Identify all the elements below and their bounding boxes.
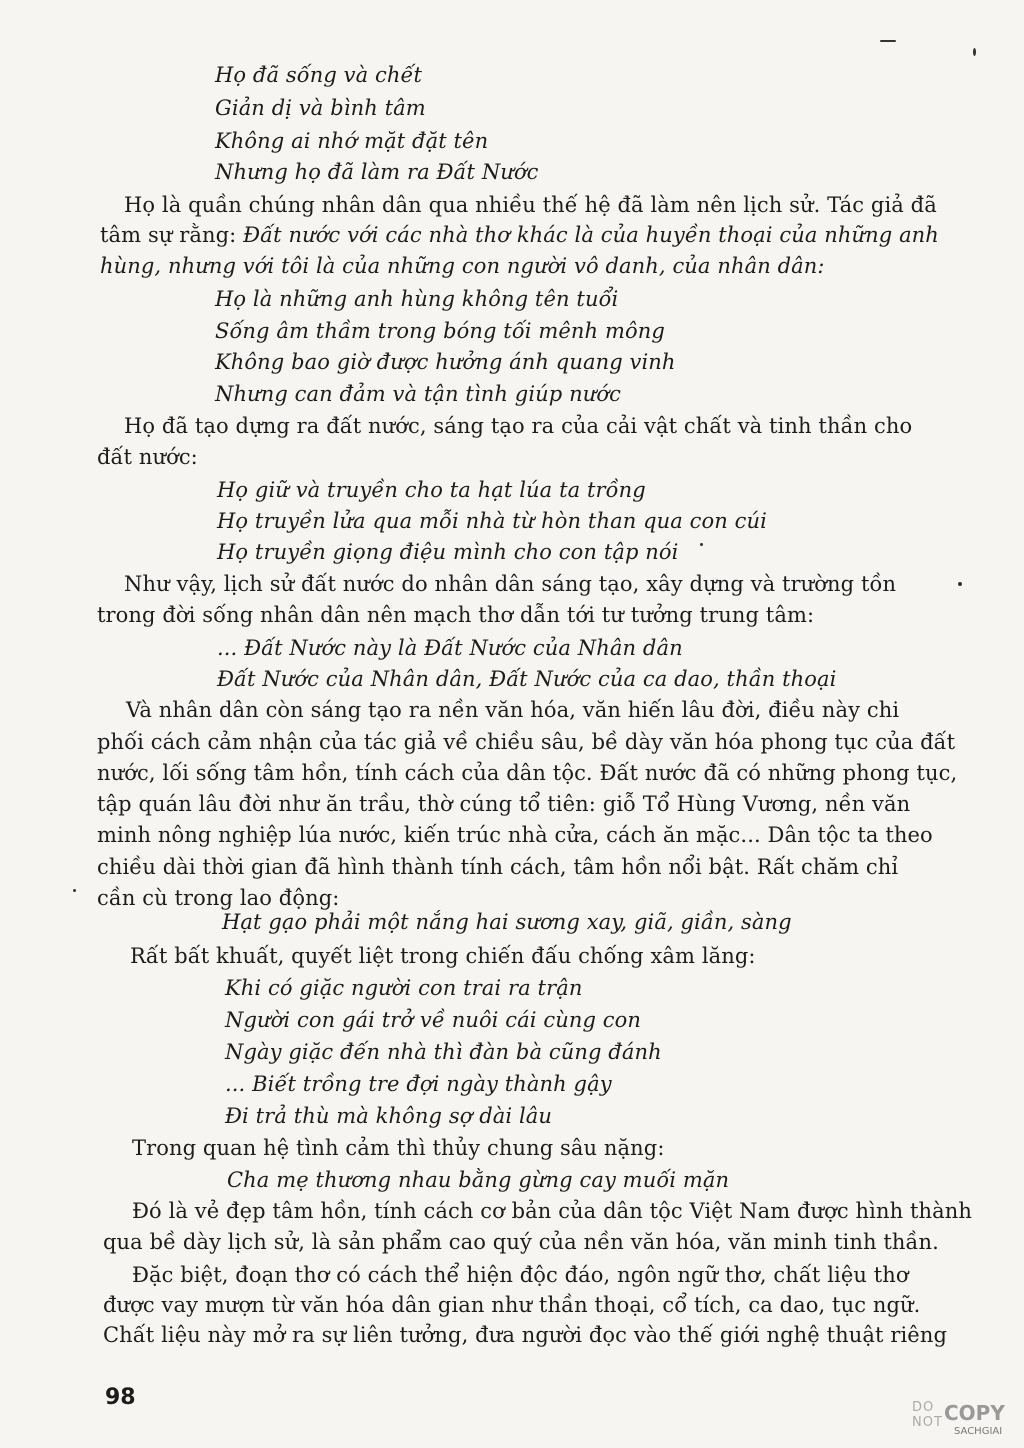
paragraph-text: tâm sự rằng:: [100, 223, 244, 247]
paragraph-line: qua bề dày lịch sử, là sản phẩm cao quý của nền văn hóa, văn minh tinh thần.: [103, 1230, 939, 1254]
scan-mark: [973, 48, 976, 56]
paragraph-line-mixed: [100, 220, 939, 250]
paragraph-line: chiều dài thời gian đã hình thành tính cách, tâm hồn nổi bật. Rất chăm chỉ: [97, 855, 899, 879]
verse-line: Người con gái trở về nuôi cái cùng con: [225, 1008, 642, 1032]
scan-mark: [700, 543, 703, 546]
scan-mark: [73, 889, 76, 892]
watermark-text-not: NOT: [912, 1415, 943, 1430]
verse-line: ... Biết trồng tre đợi ngày thành gậy: [225, 1072, 612, 1096]
verse-line: Giản dị và bình tâm: [215, 96, 426, 120]
verse-line: Không ai nhớ mặt đặt tên: [215, 129, 489, 153]
paragraph-line: minh nông nghiệp lúa nước, kiến trúc nhà cửa, cách ăn mặc... Dân tộc ta theo: [97, 823, 933, 847]
verse-line: Hạt gạo phải một nắng hai sương xay, giã, giần, sàng: [222, 910, 792, 934]
watermark-brand: SACHGIAI: [954, 1426, 1003, 1437]
watermark-logo: [910, 1398, 1010, 1442]
verse-line: ... Đất Nước này là Đất Nước của Nhân dân: [217, 636, 683, 660]
verse-line: Nhưng họ đã làm ra Đất Nước: [215, 160, 539, 184]
verse-line: Họ truyền giọng điệu mình cho con tập nói: [217, 540, 679, 564]
verse-line: Sống âm thầm trong bóng tối mênh mông: [215, 319, 665, 343]
quoted-statement-line: hùng, nhưng với tôi là của những con người vô danh, của nhân dân:: [100, 254, 825, 278]
paragraph-line: tập quán lâu đời như ăn trầu, thờ cúng tổ tiên: giỗ Tổ Hùng Vương, nền văn: [97, 792, 911, 816]
quoted-statement: Đất nước với các nhà thơ khác là của huyền thoại của những anh: [243, 223, 939, 247]
scan-mark: [958, 582, 962, 586]
paragraph-line: Và nhân dân còn sáng tạo ra nền văn hóa, văn hiến lâu đời, điều này chi: [126, 698, 900, 722]
verse-line: Đi trả thù mà không sợ dài lâu: [225, 1104, 553, 1128]
verse-line: Ngày giặc đến nhà thì đàn bà cũng đánh: [225, 1040, 662, 1064]
verse-line: Họ giữ và truyền cho ta hạt lúa ta trồng: [217, 478, 646, 502]
verse-line: Họ là những anh hùng không tên tuổi: [215, 287, 619, 311]
paragraph-line: Rất bất khuất, quyết liệt trong chiến đấu chống xâm lăng:: [130, 944, 756, 968]
paragraph-line: Đặc biệt, đoạn thơ có cách thể hiện độc đáo, ngôn ngữ thơ, chất liệu thơ: [132, 1263, 909, 1287]
paragraph-line: cần cù trong lao động:: [97, 886, 340, 910]
paragraph-line: đất nước:: [97, 445, 198, 469]
paragraph-line: phối cách cảm nhận của tác giả về chiều sâu, bề dày văn hóa phong tục của đất: [97, 730, 956, 754]
paragraph-line: được vay mượn từ văn hóa dân gian như thần thoại, cổ tích, ca dao, tục ngữ.: [103, 1293, 921, 1317]
verse-line: Đất Nước của Nhân dân, Đất Nước của ca dao, thần thoại: [217, 667, 837, 691]
watermark-text-do: DO: [912, 1400, 935, 1415]
paragraph-line: nước, lối sống tâm hồn, tính cách của dân tộc. Đất nước đã có những phong tục,: [97, 761, 958, 785]
paragraph-line: Họ là quần chúng nhân dân qua nhiều thế hệ đã làm nên lịch sử. Tác giả đã: [124, 193, 937, 217]
paragraph-line: Như vậy, lịch sử đất nước do nhân dân sáng tạo, xây dựng và trường tồn: [124, 572, 897, 596]
paragraph-line: Đó là vẻ đẹp tâm hồn, tính cách cơ bản của dân tộc Việt Nam được hình thành: [132, 1199, 973, 1223]
paragraph-line: Họ đã tạo dựng ra đất nước, sáng tạo ra của cải vật chất và tinh thần cho: [124, 414, 913, 438]
verse-line: Nhưng can đảm và tận tình giúp nước: [215, 382, 621, 406]
verse-line: Cha mẹ thương nhau bằng gừng cay muối mặn: [227, 1168, 730, 1192]
verse-line: Khi có giặc người con trai ra trận: [225, 976, 583, 1000]
scan-mark: [880, 40, 896, 42]
verse-line: Họ đã sống và chết: [215, 63, 423, 87]
verse-line: Không bao giờ được hưởng ánh quang vinh: [215, 350, 676, 374]
paragraph-line: Chất liệu này mở ra sự liên tưởng, đưa người đọc vào thế giới nghệ thuật riêng: [103, 1323, 947, 1347]
watermark-text-copy: COPY: [944, 1401, 1005, 1425]
page-number: 98: [105, 1385, 136, 1410]
paragraph-line: Trong quan hệ tình cảm thì thủy chung sâu nặng:: [132, 1136, 665, 1160]
paragraph-line: trong đời sống nhân dân nên mạch thơ dẫn tới tư tưởng trung tâm:: [97, 603, 815, 627]
verse-line: Họ truyền lửa qua mỗi nhà từ hòn than qua con cúi: [217, 509, 767, 533]
